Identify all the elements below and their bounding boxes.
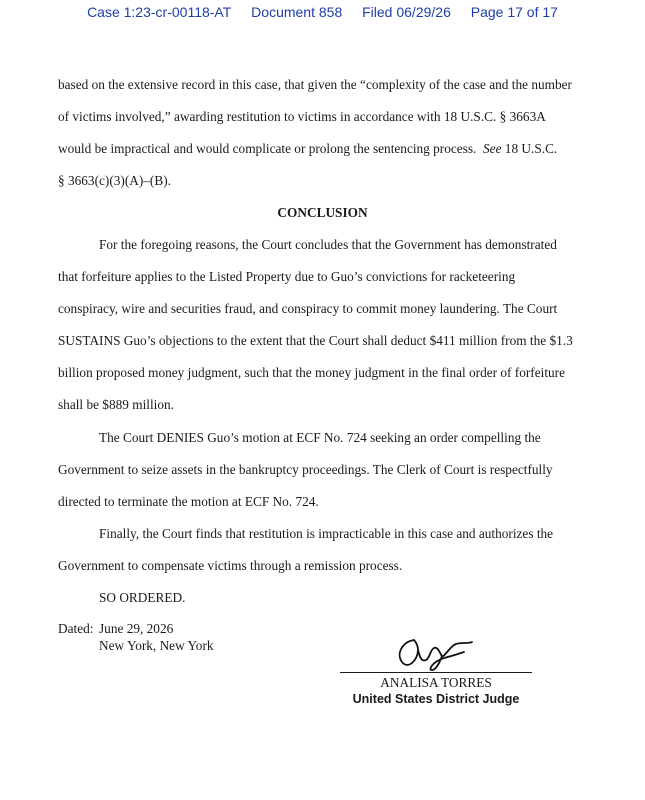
- so-ordered: SO ORDERED.: [99, 590, 186, 605]
- document-number: Document 858: [251, 4, 343, 20]
- see-signal: See: [483, 141, 502, 156]
- handwritten-signature: [392, 632, 482, 674]
- dated-place: New York, New York: [99, 638, 214, 653]
- page-number: Page 17 of 17: [470, 4, 558, 20]
- judge-name: ANALISA TORRES: [380, 675, 492, 690]
- paragraph-3-line-2: Government to seize assets in the bankruptcy proceedings. The Clerk of Court is respectfully: [58, 462, 553, 477]
- paragraph-3-line-1: The Court DENIES Guo’s motion at ECF No. 724 seeking an order compelling the: [99, 430, 541, 445]
- case-number: Case 1:23-cr-00118-AT: [87, 4, 232, 20]
- ecf-header: [0, 4, 645, 20]
- paragraph-2-line-5: billion proposed money judgment, such that the money judgment in the final order of forfeiture: [58, 365, 566, 380]
- paragraph-2-line-3: conspiracy, wire and securities fraud, and conspiracy to commit money laundering. The Court: [58, 301, 558, 316]
- paragraph-1-line-3: [58, 141, 557, 157]
- paragraph-2-line-2: that forfeiture applies to the Listed Property due to Guo’s convictions for racketeering: [58, 269, 516, 284]
- citation-text: 18 U.S.C.: [504, 141, 558, 156]
- judge-title: United States District Judge: [352, 692, 520, 706]
- paragraph-1-line-4: § 3663(c)(3)(A)–(B).: [58, 173, 171, 188]
- paragraph-3-line-3: directed to terminate the motion at ECF No. 724.: [58, 494, 319, 509]
- filed-date: Filed 06/29/26: [362, 4, 451, 20]
- dated-date: June 29, 2026: [99, 621, 174, 636]
- signature-line: [340, 672, 532, 673]
- conclusion-heading: CONCLUSION: [277, 205, 368, 220]
- paragraph-2-line-4: SUSTAINS Guo’s objections to the extent that the Court shall deduct $411 million from the $1.3: [58, 333, 573, 348]
- paragraph-2-line-6: shall be $889 million.: [58, 397, 174, 412]
- dated-label: Dated:: [58, 621, 94, 636]
- paragraph-4-line-1: Finally, the Court finds that restitution is impracticable in this case and authorizes the: [99, 526, 554, 541]
- paragraph-1-line-1: based on the extensive record in this case, that given the “complexity of the case and the number: [58, 77, 572, 92]
- paragraph-1-line-2: of victims involved,” awarding restitution to victims in accordance with 18 U.S.C. § 3663A: [58, 109, 546, 124]
- paragraph-1-line-3-text: would be impractical and would complicate or prolong the sentencing process.: [58, 141, 477, 156]
- paragraph-4-line-2: Government to compensate victims through a remission process.: [58, 558, 403, 573]
- paragraph-2-line-1: For the foregoing reasons, the Court concludes that the Government has demonstrated: [99, 237, 557, 252]
